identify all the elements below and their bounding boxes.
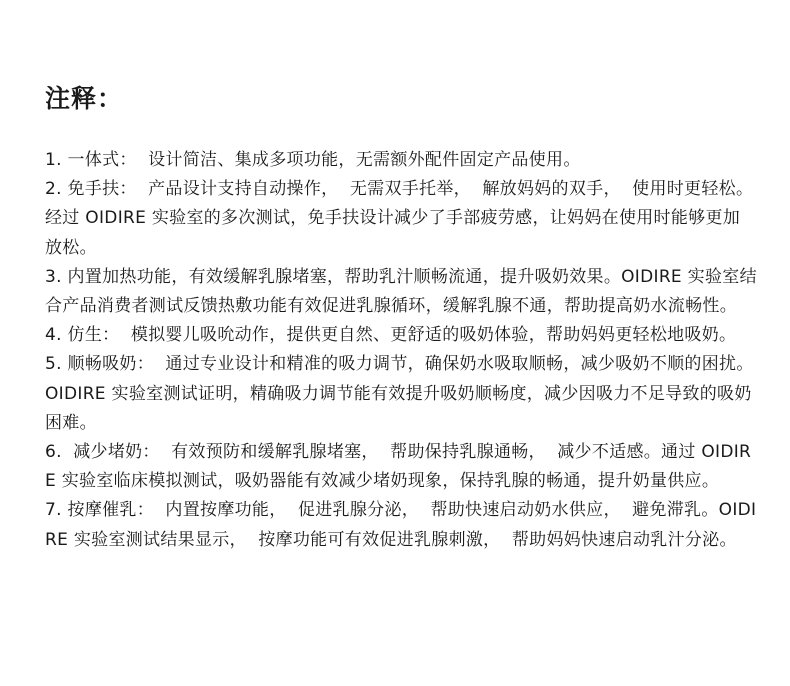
notes-heading: 注释： — [45, 84, 124, 113]
note-item: 6. 减少堵奶： 有效预防和缓解乳腺堵塞， 帮助保持乳腺通畅， 减少不适感。通过 OIDIRE 实验室临床模拟测试，吸奶器能有效减少堵奶现象，保持乳腺的畅通，提升奶量供应。 — [45, 442, 752, 492]
note-item: 2. 免手扶： 产品设计支持自动操作， 无需双手托举， 解放妈妈的双手， 使用时更轻松。经过 OIDIRE 实验室的多次测试，免手扶设计减少了手部疲劳感，让妈妈在使用时能够更加放松。 — [45, 179, 754, 258]
note-item: 4. 仿生： 模拟婴儿吸吮动作，提供更自然、更舒适的吸奶体验，帮助妈妈更轻松地吸奶。 — [45, 325, 737, 346]
notes-list — [45, 146, 757, 555]
note-item: 5. 顺畅吸奶： 通过专业设计和精准的吸力调节，确保奶水吸取顺畅，减少吸奶不顺的困扰。OIDIRE 实验室测试证明，精确吸力调节能有效提升吸奶顺畅度，减少因吸力不足导致的吸奶困难。 — [45, 354, 754, 433]
note-item: 1. 一体式： 设计简洁、集成多项功能，无需额外配件固定产品使用。 — [45, 150, 581, 170]
note-item: 3. 内置加热功能，有效缓解乳腺堵塞，帮助乳汁顺畅流通，提升吸奶效果。OIDIRE 实验室结合产品消费者测试反馈热敷功能有效促进乳腺循环，缓解乳腺不通，帮助提高奶水流畅性。 — [45, 266, 757, 317]
note-item: 7. 按摩催乳： 内置按摩功能， 促进乳腺分泌， 帮助快速启动奶水供应， 避免滞乳。OIDIRE 实验室测试结果显示， 按摩功能可有效促进乳腺刺激， 帮助妈妈快速启动乳汁分泌。 — [45, 500, 757, 550]
